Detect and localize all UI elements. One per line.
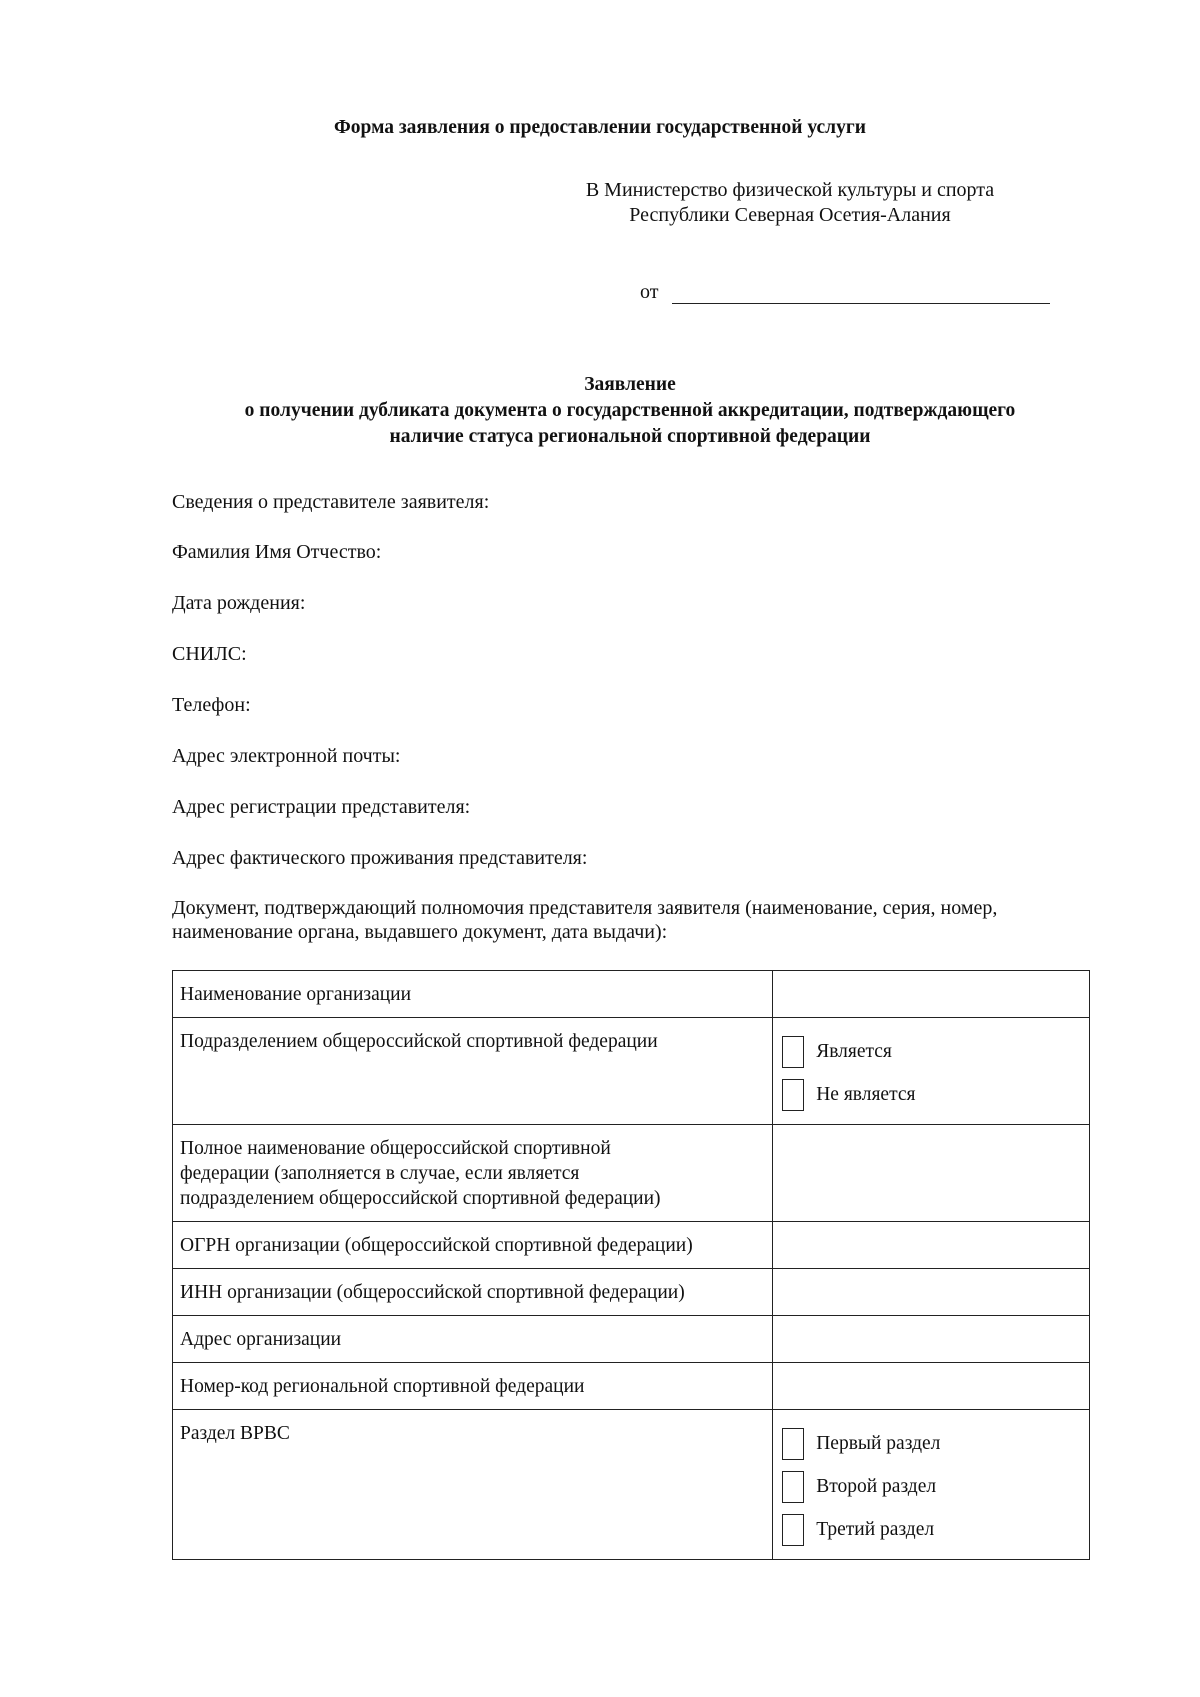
org-address-value[interactable] xyxy=(773,1316,1090,1363)
checkbox-icon[interactable] xyxy=(782,1036,804,1068)
inn-label: ИНН организации (общероссийской спортивной федерации) xyxy=(173,1269,773,1316)
table-row xyxy=(173,1018,1090,1125)
form-title: Форма заявления о предоставлении государственной услуги xyxy=(334,117,866,138)
table-row xyxy=(173,1125,1090,1222)
federation-full-name-line-3: подразделением общероссийской спортивной федерации) xyxy=(180,1188,661,1209)
option-label: Является xyxy=(816,1041,892,1062)
federation-code-label: Номер-код региональной спортивной федерации xyxy=(173,1363,773,1410)
authority-doc-label-line-1: Документ, подтверждающий полномочия представителя заявителя (наименование, серия, номер, xyxy=(172,897,998,919)
statement-subtitle-line-2: наличие статуса региональной спортивной федерации xyxy=(389,426,871,447)
recipient-line-2: Республики Северная Осетия-Алания xyxy=(629,204,951,226)
vrvs-section-label: Раздел ВРВС xyxy=(173,1410,773,1560)
snils-label: СНИЛС: xyxy=(172,643,247,665)
org-address-label: Адрес организации xyxy=(173,1316,773,1363)
recipient-line-1: В Министерство физической культуры и спорта xyxy=(585,179,995,201)
subdivision-label: Подразделением общероссийской спортивной федерации xyxy=(173,1018,773,1125)
org-name-label: Наименование организации xyxy=(173,971,773,1018)
federation-full-name-line-1: Полное наименование общероссийской спортивной xyxy=(180,1138,611,1159)
option-label: Второй раздел xyxy=(816,1476,937,1497)
phone-label: Телефон: xyxy=(172,694,251,716)
ogrn-value[interactable] xyxy=(773,1222,1090,1269)
inn-value[interactable] xyxy=(773,1269,1090,1316)
federation-full-name-line-2: федерации (заполняется в случае, если является xyxy=(180,1163,580,1184)
option-not-subdivision[interactable] xyxy=(782,1073,1081,1116)
from-label: от xyxy=(640,281,659,303)
checkbox-icon[interactable] xyxy=(782,1514,804,1546)
actual-address-label: Адрес фактического проживания представителя: xyxy=(172,847,588,869)
org-name-value[interactable] xyxy=(773,971,1090,1018)
ogrn-label: ОГРН организации (общероссийской спортивной федерации) xyxy=(173,1222,773,1269)
statement-subtitle-line-1: о получении дубликата документа о государственной аккредитации, подтверждающего xyxy=(244,400,1016,421)
option-label: Первый раздел xyxy=(816,1433,941,1454)
recipient-block xyxy=(560,178,1020,228)
option-is-subdivision[interactable] xyxy=(782,1030,1081,1073)
federation-full-name-label xyxy=(173,1125,773,1222)
option-first-section[interactable] xyxy=(782,1422,1081,1465)
subdivision-options xyxy=(773,1018,1090,1125)
from-field[interactable] xyxy=(672,283,1050,304)
option-second-section[interactable] xyxy=(782,1465,1081,1508)
statement-title: Заявление xyxy=(584,374,676,395)
representative-section-label: Сведения о представителе заявителя: xyxy=(172,491,490,513)
email-label: Адрес электронной почты: xyxy=(172,745,401,767)
organization-table xyxy=(172,970,1090,1560)
table-row xyxy=(173,971,1090,1018)
vrvs-options xyxy=(773,1410,1090,1560)
full-name-label: Фамилия Имя Отчество: xyxy=(172,541,382,563)
table-row xyxy=(173,1222,1090,1269)
federation-code-value[interactable] xyxy=(773,1363,1090,1410)
statement-title-block xyxy=(0,372,1200,450)
table-row xyxy=(173,1316,1090,1363)
checkbox-icon[interactable] xyxy=(782,1428,804,1460)
authority-doc-label-line-2: наименование органа, выдавшего документ, дата выдачи): xyxy=(172,921,668,943)
table-row xyxy=(173,1410,1090,1560)
option-label: Не является xyxy=(816,1084,916,1105)
checkbox-icon[interactable] xyxy=(782,1079,804,1111)
birth-date-label: Дата рождения: xyxy=(172,592,306,614)
federation-full-name-value[interactable] xyxy=(773,1125,1090,1222)
option-third-section[interactable] xyxy=(782,1508,1081,1551)
option-label: Третий раздел xyxy=(816,1519,935,1540)
table-row xyxy=(173,1269,1090,1316)
reg-address-label: Адрес регистрации представителя: xyxy=(172,796,471,818)
checkbox-icon[interactable] xyxy=(782,1471,804,1503)
table-row xyxy=(173,1363,1090,1410)
from-line xyxy=(640,281,1050,304)
